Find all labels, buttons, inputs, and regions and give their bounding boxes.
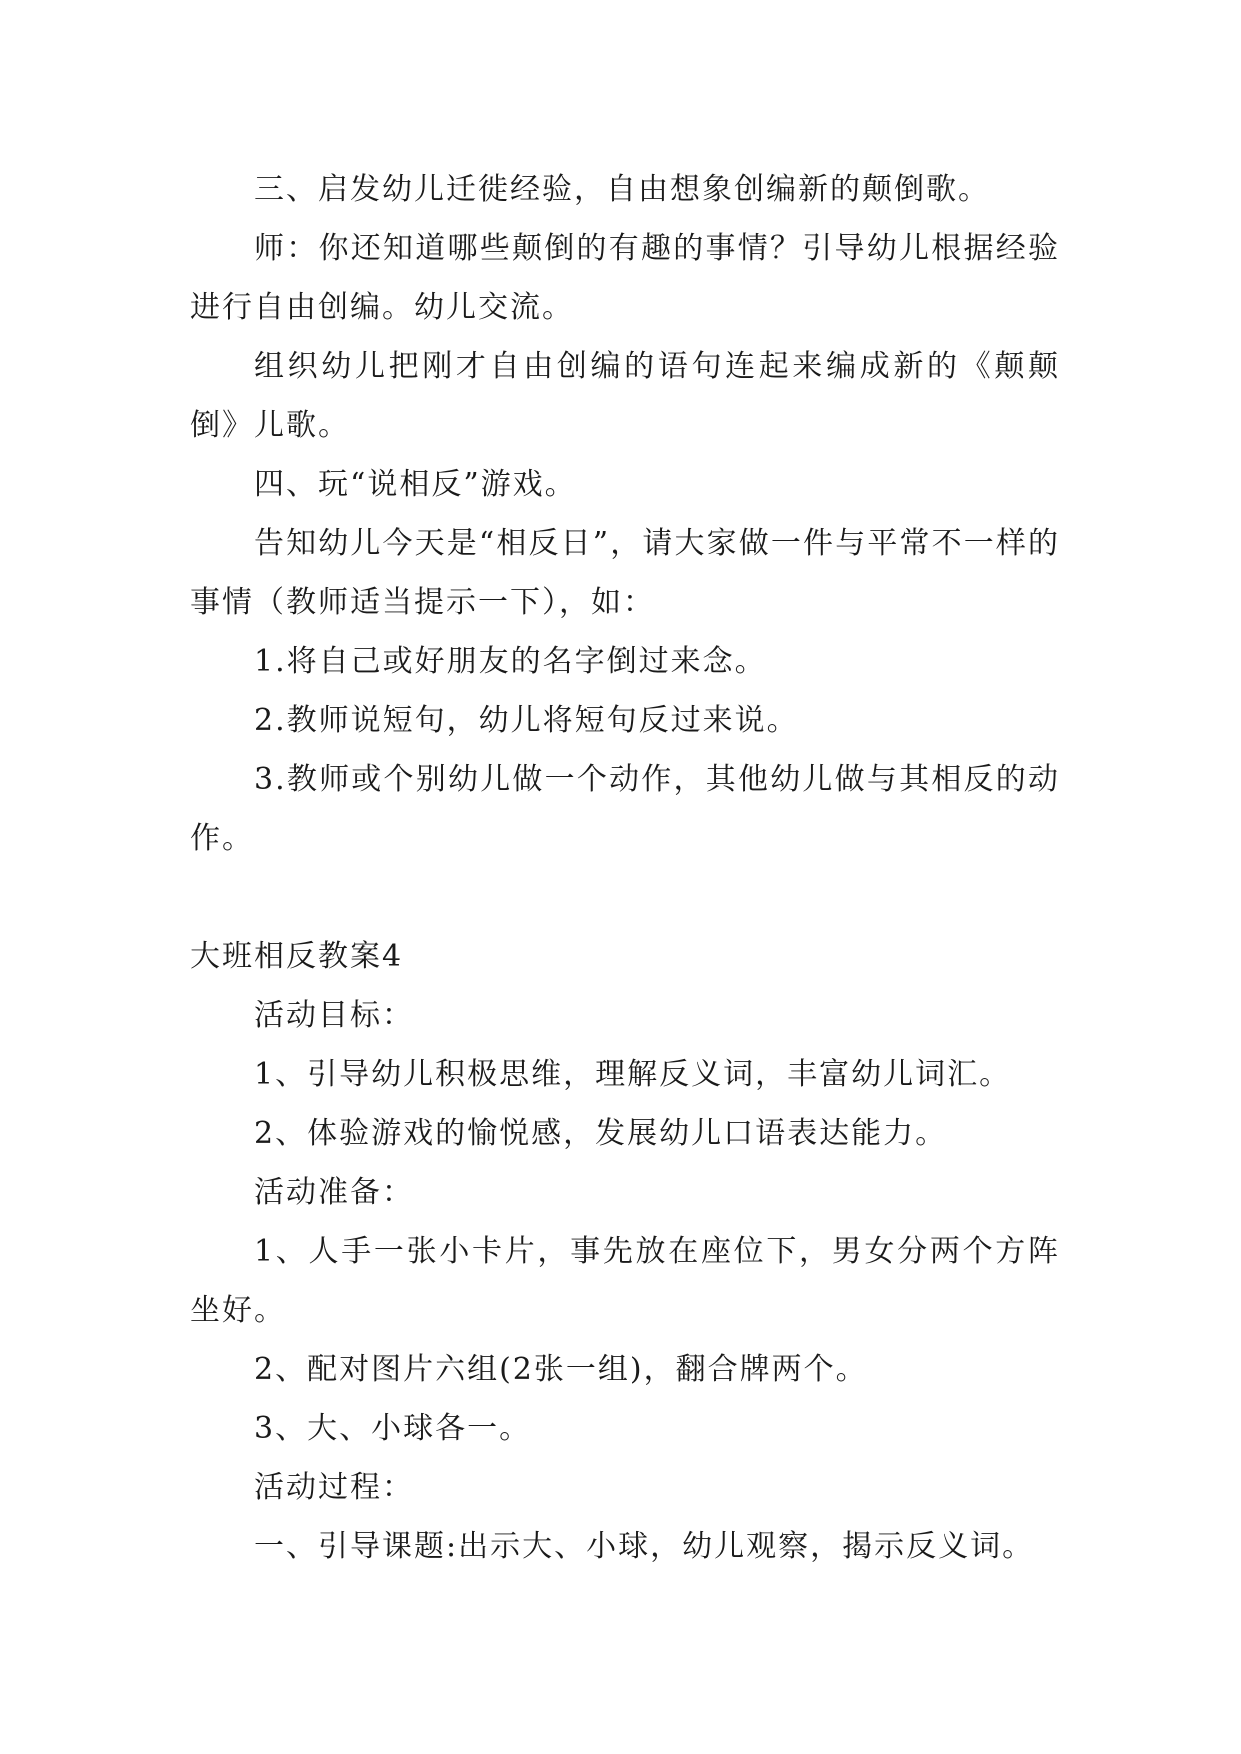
- section-4-item-3: 3.教师或个别幼儿做一个动作，其他幼儿做与其相反的动作。: [190, 762, 1060, 856]
- prep-label: 活动准备：: [254, 1175, 414, 1210]
- section-4-item-1: 1.将自己或好朋友的名字倒过来念。: [254, 644, 767, 679]
- section-3-paragraph-1: 师：你还知道哪些颠倒的有趣的事情？引导幼儿根据经验进行自由创编。幼儿交流。: [190, 231, 1060, 325]
- prep-item-1: 1、人手一张小卡片，事先放在座位下，男女分两个方阵坐好。: [190, 1234, 1060, 1328]
- section-4-heading: 四、玩“说相反”游戏。: [254, 467, 577, 502]
- prep-item-3: 3、大、小球各一。: [254, 1411, 532, 1446]
- section-4-item-2: 2.教师说短句，幼儿将短句反过来说。: [254, 703, 799, 738]
- document-body: [190, 160, 1060, 1576]
- plan-4-title: 大班相反教案4: [190, 939, 404, 974]
- section-3-heading: 三、启发幼儿迁徙经验，自由想象创编新的颠倒歌。: [254, 172, 990, 207]
- goal-item-2: 2、体验游戏的愉悦感，发展幼儿口语表达能力。: [254, 1116, 948, 1151]
- process-label: 活动过程：: [254, 1470, 414, 1505]
- goal-item-1: 1、引导幼儿积极思维，理解反义词，丰富幼儿词汇。: [254, 1057, 1012, 1092]
- section-3-paragraph-2: 组织幼儿把刚才自由创编的语句连起来编成新的《颠颠倒》儿歌。: [190, 349, 1060, 443]
- process-item-1: 一、引导课题:出示大、小球，幼儿观察，揭示反义词。: [254, 1529, 1035, 1564]
- goals-label: 活动目标：: [254, 998, 414, 1033]
- section-4-paragraph-1: 告知幼儿今天是“相反日”，请大家做一件与平常不一样的事情（教师适当提示一下），如：: [190, 526, 1060, 620]
- prep-item-2: 2、配对图片六组(2张一组)，翻合牌两个。: [254, 1352, 868, 1387]
